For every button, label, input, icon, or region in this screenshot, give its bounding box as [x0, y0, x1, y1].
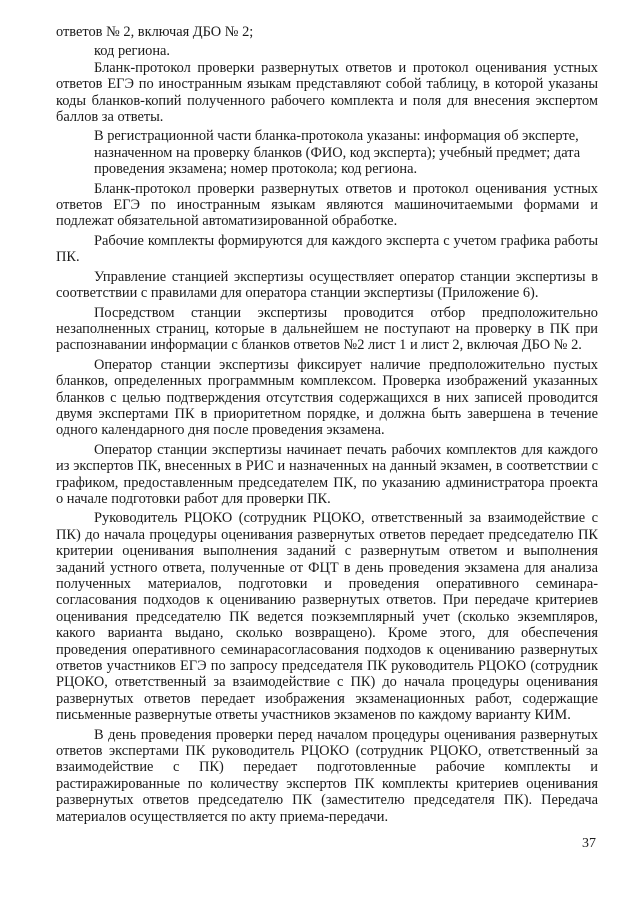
paragraph-4: В регистрационной части бланка-протокола указаны: информация об эксперте, назначенном на проверку бланков (ФИО, код эксперта); учебный предмет; дата проведения экзамена; номер протокола; код региона.: [94, 128, 581, 178]
paragraph-6: Рабочие комплекты формируются для каждого эксперта с учетом графика работы ПК.: [56, 232, 598, 266]
body-text: [56, 24, 598, 828]
paragraph-2: код региона.: [94, 43, 171, 60]
page-number: 37: [582, 836, 596, 851]
paragraph-9: Оператор станции экспертизы фиксирует наличие предположительно пустых бланков, определенных программным комплексом. Проверка изображений указанных бланков с целью подтверждения отсутствия содержащихся в них записей проводится двумя экспертами ПК в приоритетном порядке, и должна быть завершена в течение одного календарного дня после проведения экзамена.: [56, 356, 598, 439]
paragraph-1: ответов № 2, включая ДБО № 2;: [56, 24, 254, 40]
paragraph-11: Руководитель РЦОКО (сотрудник РЦОКО, ответственный за взаимодействие с ПК) до начала процедуры оценивания развернутых ответов передает председателю ПК критерии оценивания выполнения заданий с развернутым ответом и выполнения заданий устного ответа, полученные от ФЦТ в день проведения экзамена для анализа полученных материалов, подготовки и проведения оперативного семинара-согласования подходов к оцениванию развернутых ответов. При передаче критериев оценивания председателю ПК ведется поэкземплярный учет (сколько экземпляров, какого варианта выдано, сколько возвращено). Кроме этого, для обеспечения проведения оперативного семинарасогласования подходов к оцениванию развернутых ответов участников ЕГЭ по запросу председателя ПК руководитель РЦОКО (сотрудник РЦОКО, ответственный за взаимодействие с ПК) до начала процедуры оценивания развернутых ответов передает изображения экзаменационных работ, содержащие письменные развернутые ответы участников экзаменов по каждому варианту КИМ.: [56, 510, 598, 724]
paragraph-5: Бланк-протокол проверки развернутых ответов и протокол оценивания устных ответов ЕГЭ по иностранным языкам являются машиночитаемыми формами и подлежат обязательной автоматизированной обработке.: [56, 180, 598, 230]
paragraph-10: Оператор станции экспертизы начинает печать рабочих комплектов для каждого из экспертов ПК, внесенных в РИС и назначенных на данный экзамен, в соответствии с графиком, предоставленным председателем ПК, по указанию администратора проекта о начале подготовки работ для проверки ПК.: [56, 441, 598, 507]
paragraph-3: Бланк-протокол проверки развернутых ответов и протокол оценивания устных ответов ЕГЭ по иностранным языкам представляют собой таблицу, в которой указаны коды бланков-копий полученного рабочего комплекта и поля для внесения экспертом баллов за ответы.: [56, 59, 598, 126]
paragraph-7: Управление станцией экспертизы осуществляет оператор станции экспертизы в соответствии с правилами для оператора станции экспертизы (Приложение 6).: [56, 268, 598, 302]
paragraph-8: Посредством станции экспертизы проводится отбор предположительно незаполненных страниц, которые в дальнейшем не поступают на проверку в ПК при распознавании информации с бланков ответов №2 лист 1 и лист 2, включая ДБО № 2.: [56, 304, 598, 354]
paragraph-12: В день проведения проверки перед началом процедуры оценивания развернутых ответов экспертами ПК руководитель РЦОКО (сотрудник РЦОКО, ответственный за взаимодействие с ПК) передает подготовленные рабочие комплекты и растиражированные по количеству экспертов ПК комплекты критериев оценивания развернутых ответов председателю ПК (заместителю председателя ПК). Передача материалов осуществляется по акту приема-передачи.: [56, 726, 598, 825]
